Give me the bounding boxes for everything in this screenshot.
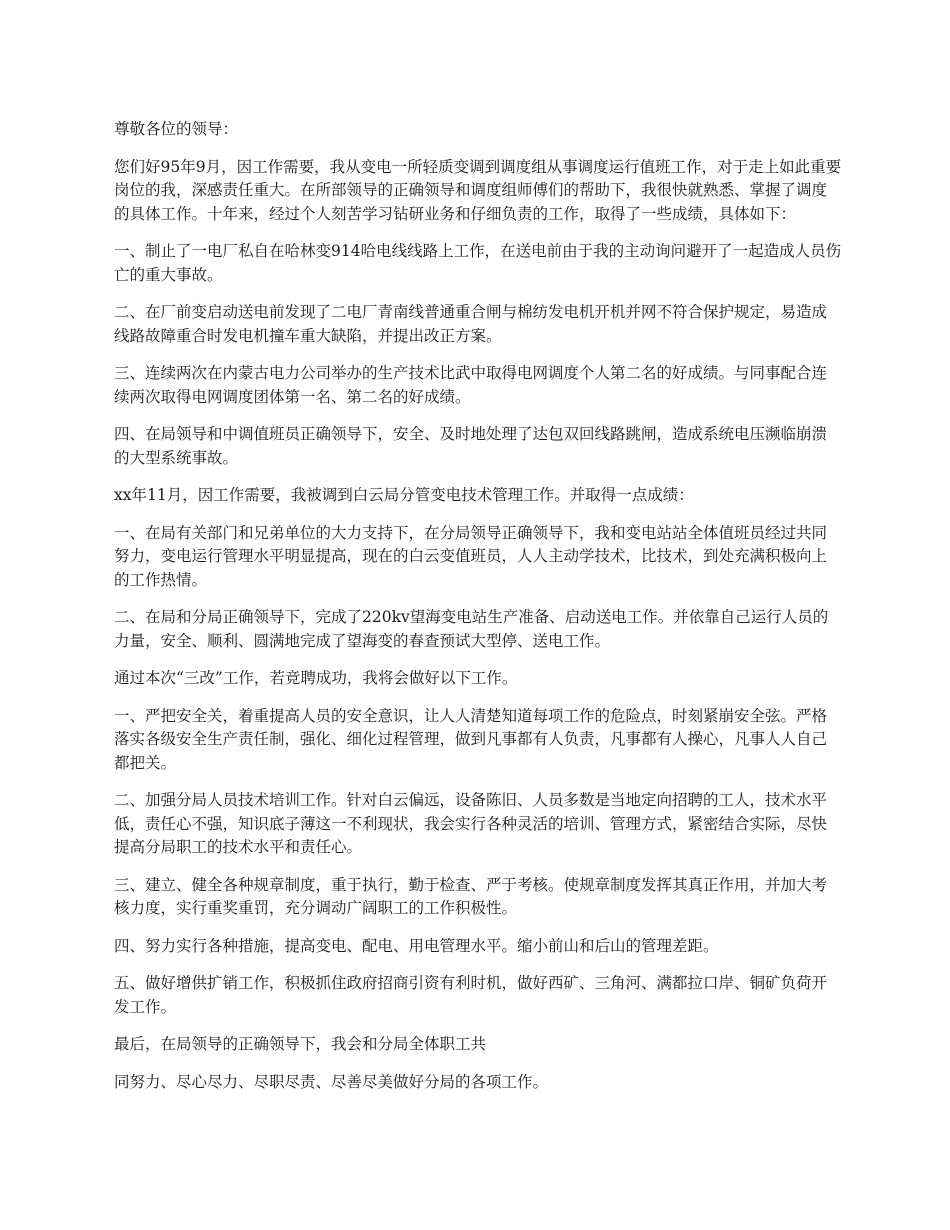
paragraph-plan-4: 四、努力实行各种措施，提高变电、配电、用电管理水平。缩小前山和后山的管理差距。 bbox=[114, 936, 719, 955]
paragraph-closing-1: 最后，在局领导的正确领导下，我会和分局全体职工共 bbox=[114, 1035, 487, 1053]
paragraph-achievement-1: 一、制止了一电厂私自在哈林变914哈电线线路上工作，在送电前由于我的主动询问避开了一起造成人员伤亡的重大事故。 bbox=[114, 242, 842, 284]
paragraph-baiyun-1: 一、在局有关部门和兄弟单位的大力支持下，在分局领导正确领导下，我和变电站站全体值班员经过共同努力，变电运行管理水平明显提高，现在的白云变值班员，人人主动学技术，比技术，到处充满积极向上的工作热情。 bbox=[114, 523, 828, 589]
paragraph-transfer: xx年11月，因工作需要，我被调到白云局分管变电技术管理工作。并取得一点成绩： bbox=[114, 486, 694, 504]
document-body bbox=[114, 118, 842, 1108]
paragraph-achievement-3: 三、连续两次在内蒙古电力公司举办的生产技术比武中取得电网调度个人第二名的好成绩。与同事配合连续两次取得电网调度团体第一名、第二名的好成绩。 bbox=[114, 364, 828, 406]
paragraph-closing-2: 同努力、尽心尽力、尽职尽责、尽善尽美做好分局的各项工作。 bbox=[114, 1072, 549, 1091]
paragraph-baiyun-2: 二、在局和分局正确领导下，完成了220kv望海变电站生产准备、启动送电工作。并依靠自己运行人员的力量，安全、顺利、圆满地完成了望海变的春查预试大型停、送电工作。 bbox=[114, 608, 829, 650]
paragraph-achievement-2: 二、在厂前变启动送电前发现了二电厂青南线普通重合闸与棉纺发电机开机并网不符合保护规定，易造成线路故障重合时发电机撞车重大缺陷，并提出改正方案。 bbox=[114, 303, 828, 345]
paragraph-plan-2: 二、加强分局人员技术培训工作。针对白云偏远，设备陈旧、人员多数是当地定向招聘的工人，技术水平低，责任心不强，知识底子薄这一不利现状，我会实行各种灵活的培训、管理方式，紧密结合实际，尽快提高分局职工的技术水平和责任心。 bbox=[114, 791, 828, 856]
paragraph-plan-1: 一、严把安全关，着重提高人员的安全意识，让人人清楚知道每项工作的危险点，时刻紧崩安全弦。严格落实各级安全生产责任制，强化、细化过程管理，做到凡事都有人负责，凡事都有人操心，凡事人人自己都把关。 bbox=[114, 706, 828, 772]
paragraph-plan-5: 五、做好增供扩销工作，积极抓住政府招商引资有利时机，做好西矿、三角河、满都拉口岸、铜矿负荷开发工作。 bbox=[114, 974, 828, 1016]
paragraph-intro: 您们好95年9月，因工作需要，我从变电一所轻质变调到调度组从事调度运行值班工作，对于走上如此重要岗位的我，深感责任重大。在所部领导的正确领导和调度组师傅们的帮助下，我很快就熟悉、掌握了调度的具体工作。十年来，经过个人刻苦学习钻研业务和仔细负责的工作，取得了一些成绩，具体如下： bbox=[114, 157, 842, 223]
paragraph-achievement-4: 四、在局领导和中调值班员正确领导下，安全、及时地处理了达包双回线路跳闸，造成系统电压濒临崩溃的大型系统事故。 bbox=[114, 425, 828, 467]
paragraph-plan-3: 三、建立、健全各种规章制度，重于执行，勤于检查、严于考核。使规章制度发挥其真正作用，并加大考核力度，实行重奖重罚，充分调动广阔职工的工作积极性。 bbox=[114, 875, 828, 917]
paragraph-plan-intro: 通过本次“三改”工作，若竞聘成功，我将会做好以下工作。 bbox=[114, 669, 518, 687]
salutation: 尊敬各位的领导： bbox=[114, 120, 239, 138]
